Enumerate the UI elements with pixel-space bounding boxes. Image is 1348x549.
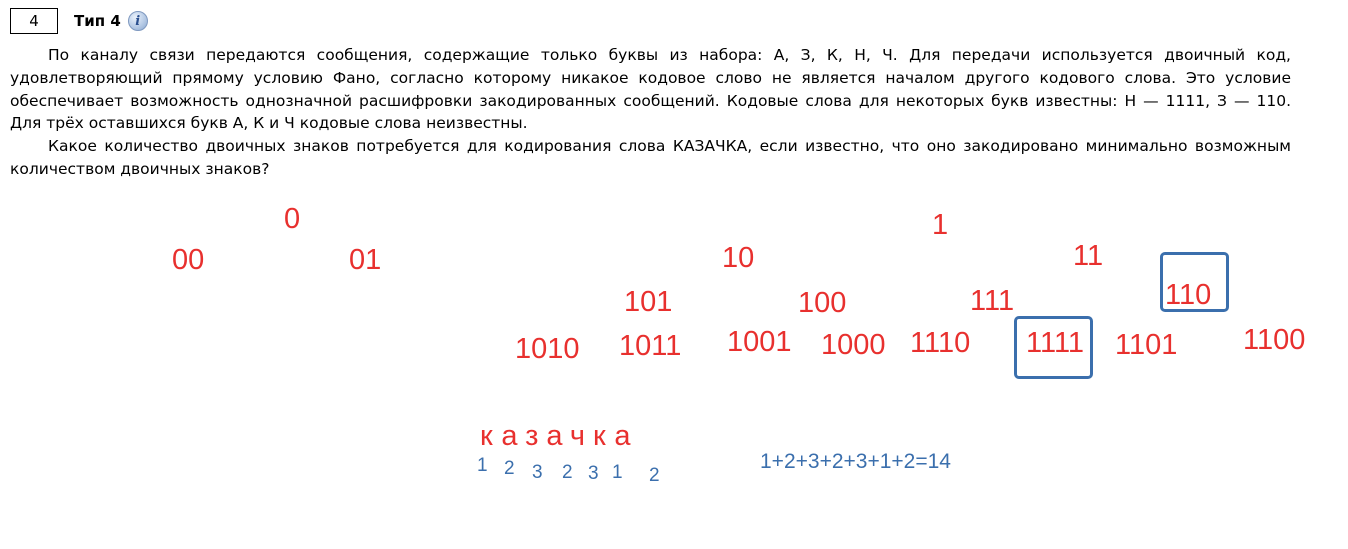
tree-node-1111: 1111	[1026, 327, 1085, 359]
tree-node-1: 1	[932, 209, 949, 241]
tree-node-1011: 1011	[619, 330, 682, 362]
tree-node-1110: 1110	[910, 327, 971, 359]
tree-node-1001: 1001	[727, 326, 792, 358]
tree-node-11: 11	[1073, 240, 1104, 272]
tree-node-0: 0	[284, 203, 301, 235]
code-length: 2	[562, 462, 573, 483]
code-length: 1	[477, 455, 488, 476]
task-header	[10, 6, 148, 36]
code-length: 2	[649, 465, 660, 486]
tree-node-1010: 1010	[515, 333, 580, 365]
problem-paragraph-1: По каналу связи передаются сообщения, содержащие только буквы из набора: А, З, К, Н, Ч. Для передачи используется двоичный код, удовлетворяющий прямому условию Фано, согласно которому никакое кодовое слово не является началом другого кодового слова. Это условие обеспечивает возможность однозначной расшифровки закодированных сообщений. Кодовые слова для некоторых букв известны: Н — 1111, З — 110. Для трёх оставшихся букв А, К и Ч кодовые слова неизвестны.	[10, 46, 1291, 133]
problem-text	[10, 44, 1291, 181]
task-type-label: Тип 4	[74, 12, 121, 30]
tree-node-101: 101	[624, 286, 673, 318]
code-length: 1	[612, 462, 623, 483]
tree-node-100: 100	[798, 287, 847, 319]
length-sum: 1+2+3+2+3+1+2=14	[760, 450, 951, 473]
highlight-box-110	[1160, 252, 1229, 312]
tree-node-10: 10	[722, 242, 755, 274]
tree-node-1101: 1101	[1115, 329, 1178, 361]
tree-node-1100: 1100	[1243, 324, 1306, 356]
code-length: 3	[532, 462, 543, 483]
code-length: 3	[588, 463, 599, 484]
code-length: 2	[504, 458, 515, 479]
tree-node-111: 111	[970, 285, 1015, 317]
encoded-word: казачка	[480, 420, 639, 452]
tree-node-00: 00	[172, 244, 205, 276]
problem-paragraph-2: Какое количество двоичных знаков потребуется для кодирования слова КАЗАЧКА, если известно, что оно закодировано минимально возможным количеством двоичных знаков?	[10, 137, 1291, 178]
highlight-box-1111	[1014, 316, 1093, 379]
info-icon[interactable]: i	[128, 11, 148, 31]
tree-node-01: 01	[349, 244, 382, 276]
tree-node-1000: 1000	[821, 329, 886, 361]
tree-node-110: 110	[1165, 279, 1212, 311]
task-number: 4	[10, 8, 58, 34]
